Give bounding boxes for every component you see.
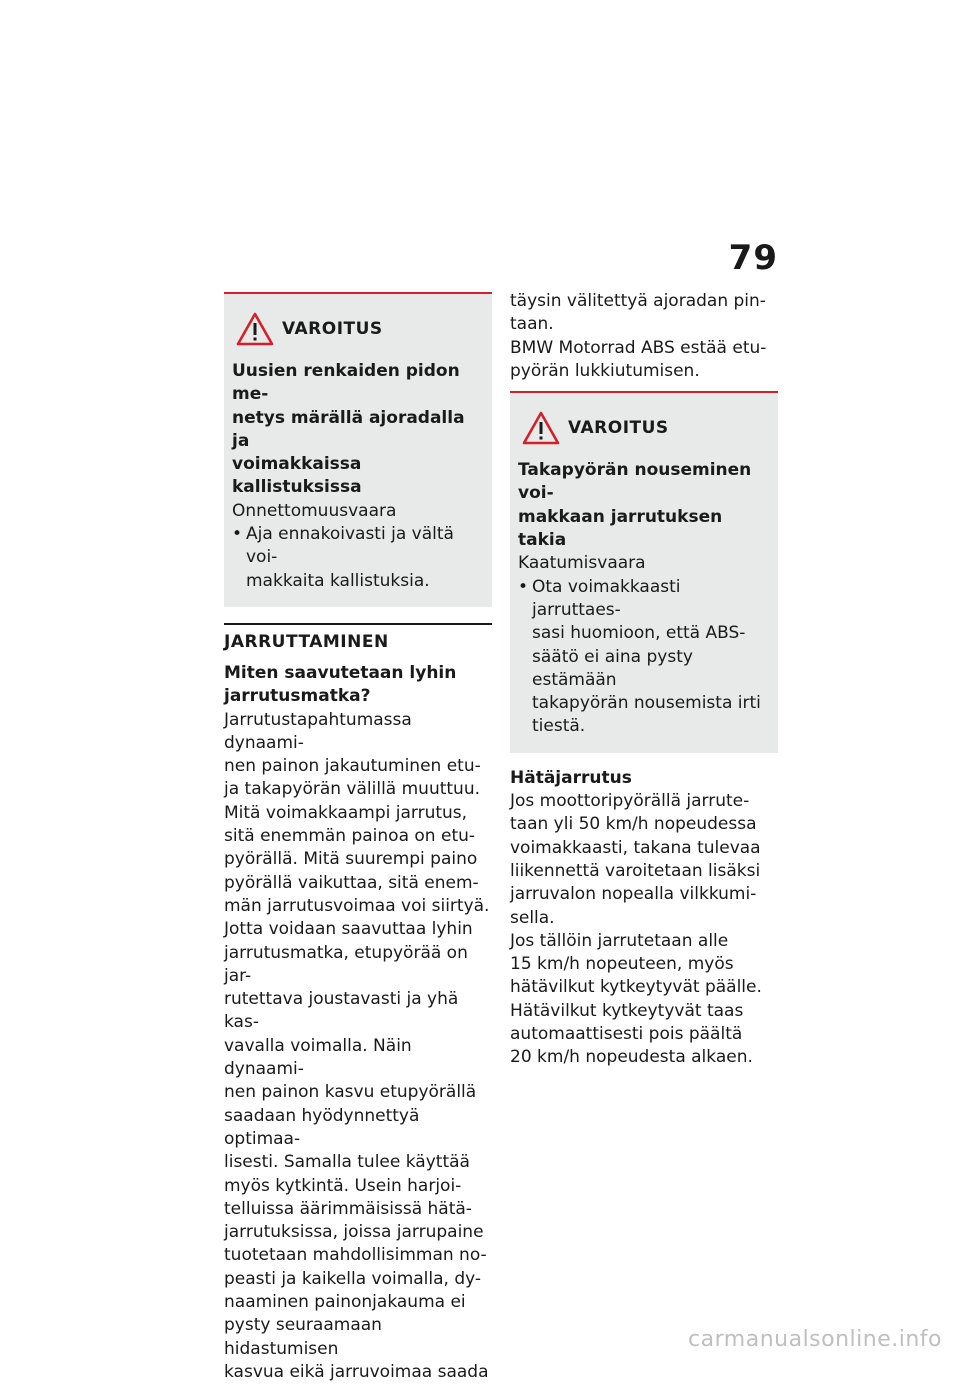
text-line: automaattisesti pois päältä bbox=[510, 1024, 743, 1045]
watermark: carmanualsonline.info bbox=[688, 1327, 942, 1352]
left-column bbox=[224, 292, 492, 1384]
text-line: liikennettä varoitetaan lisäksi bbox=[510, 860, 761, 881]
text-line: kasvua eikä jarruvoimaa saada bbox=[224, 1361, 489, 1382]
text-line: pyörällä. Mitä suurempi paino bbox=[224, 849, 478, 870]
warning-heading bbox=[232, 360, 484, 500]
text-line: Jarrutustapahtumassa dynaami- bbox=[224, 709, 412, 753]
body-text-emergency-braking bbox=[510, 790, 778, 1070]
text-line: män jarrutusvoimaa voi siirtyä. bbox=[224, 895, 490, 916]
bullet-line: sasi huomioon, että ABS- bbox=[532, 623, 746, 644]
text-line: tuotetaan mahdollisimman no- bbox=[224, 1245, 487, 1266]
bullet-line: tiestä. bbox=[532, 716, 586, 737]
text-line: nen painon kasvu etupyörällä bbox=[224, 1082, 477, 1103]
text-line: taan yli 50 km/h nopeudessa bbox=[510, 814, 757, 835]
section-divider bbox=[224, 623, 492, 1384]
text-line: Jos moottoripyörällä jarrute- bbox=[510, 791, 750, 812]
section-title: JARRUTTAMINEN bbox=[224, 631, 389, 652]
bullet-line: takapyörän nousemista irti bbox=[532, 693, 761, 714]
page-number: 79 bbox=[728, 238, 778, 278]
text-line: Hätävilkut kytkeytyvät taas bbox=[510, 1000, 744, 1021]
text-line: vavalla voimalla. Näin dynaami- bbox=[224, 1035, 412, 1080]
text-line: pysty seuraamaan hidastumisen bbox=[224, 1315, 382, 1359]
text-line: lisesti. Samalla tulee käyttää bbox=[224, 1152, 470, 1173]
warning-heading bbox=[518, 459, 770, 552]
warning-heading-line: voimakkaissa kallistuksissa bbox=[232, 454, 362, 498]
bullet-line: Ota voimakkaasti jarruttaes- bbox=[532, 576, 681, 620]
warning-title: VAROITUS bbox=[568, 418, 669, 439]
warning-header bbox=[232, 312, 484, 346]
text-line: Mitä voimakkaampi jarrutus, bbox=[224, 802, 468, 823]
text-line: myös kytkintä. Usein harjoi- bbox=[224, 1175, 462, 1196]
warning-heading-line: makkaan jarrutuksen takia bbox=[518, 506, 723, 551]
text-line: pyörän lukkiutumisen. bbox=[510, 360, 700, 381]
subheading-shortest-braking bbox=[224, 662, 492, 709]
bullet-dot: • bbox=[232, 524, 243, 545]
text-line: Jos tällöin jarrutetaan alle bbox=[510, 930, 729, 951]
text-line: sella. bbox=[510, 907, 555, 928]
text-line: telluissa äärimmäisissä hätä- bbox=[224, 1198, 472, 1219]
text-line: jarrutusmatka, etupyörää on jar- bbox=[224, 942, 468, 986]
text-line: ja takapyörän välillä muuttuu. bbox=[224, 779, 481, 800]
text-line: peasti ja kaikella voimalla, dy- bbox=[224, 1268, 482, 1289]
text-line: 20 km/h nopeudesta alkaen. bbox=[510, 1047, 753, 1068]
warning-heading-line: Takapyörän nouseminen voi- bbox=[518, 460, 752, 504]
text-line: jarrutuksissa, joissa jarrupaine bbox=[224, 1222, 484, 1243]
text-line: taan. bbox=[510, 314, 554, 335]
warning-bullet-text bbox=[246, 523, 484, 593]
text-line: voimakkaasti, takana tulevaa bbox=[510, 837, 761, 858]
text-line: BMW Motorrad ABS estää etu- bbox=[510, 337, 767, 358]
warning-bullet bbox=[232, 523, 484, 593]
bullet-line: Aja ennakoivasti ja vältä voi- bbox=[246, 524, 454, 568]
text-line: pyörällä vaikuttaa, sitä enem- bbox=[224, 872, 479, 893]
text-line: 15 km/h nopeuteen, myös bbox=[510, 954, 734, 975]
intro-text bbox=[510, 290, 778, 383]
subheading-emergency-braking: Hätäjarrutus bbox=[510, 767, 632, 788]
body-text-braking bbox=[224, 709, 492, 1384]
warning-heading-line: netys märällä ajoradalla ja bbox=[232, 407, 465, 451]
warning-triangle-icon bbox=[522, 411, 560, 445]
subheading-line: jarrutusmatka? bbox=[224, 686, 371, 707]
warning-header bbox=[518, 411, 770, 445]
subheading-line: Miten saavutetaan lyhin bbox=[224, 662, 457, 683]
text-line: saadaan hyödynnettyä optimaa- bbox=[224, 1105, 420, 1149]
text-line: naaminen painonjakauma ei bbox=[224, 1291, 466, 1312]
text-line: sitä enemmän painoa on etu- bbox=[224, 826, 476, 847]
right-column bbox=[510, 290, 778, 1070]
warning-box-wheel-lift bbox=[510, 391, 778, 753]
text-line: nen painon jakautuminen etu- bbox=[224, 756, 481, 777]
text-line: Jotta voidaan saavuttaa lyhin bbox=[224, 919, 473, 940]
bullet-dot: • bbox=[518, 576, 529, 597]
bullet-line: säätö ei aina pysty estämään bbox=[532, 646, 693, 690]
text-line: jarruvalon nopealla vilkkumi- bbox=[510, 884, 757, 905]
warning-heading-line: Uusien renkaiden pidon me- bbox=[232, 361, 460, 405]
warning-title: VAROITUS bbox=[282, 319, 383, 339]
bullet-line: makkaita kallistuksia. bbox=[246, 570, 430, 591]
warning-hazard: Onnettomuusvaara bbox=[232, 500, 397, 521]
text-line: täysin välitettyä ajoradan pin- bbox=[510, 291, 766, 311]
warning-box-tire-grip bbox=[224, 292, 492, 607]
warning-hazard: Kaatumisvaara bbox=[518, 553, 646, 574]
warning-bullet bbox=[518, 576, 770, 739]
warning-triangle-icon bbox=[236, 312, 274, 346]
text-line: rutettava joustavasti ja yhä kas- bbox=[224, 989, 459, 1033]
text-line: hätävilkut kytkeytyvät päälle. bbox=[510, 977, 762, 998]
warning-bullet-text bbox=[532, 576, 770, 739]
